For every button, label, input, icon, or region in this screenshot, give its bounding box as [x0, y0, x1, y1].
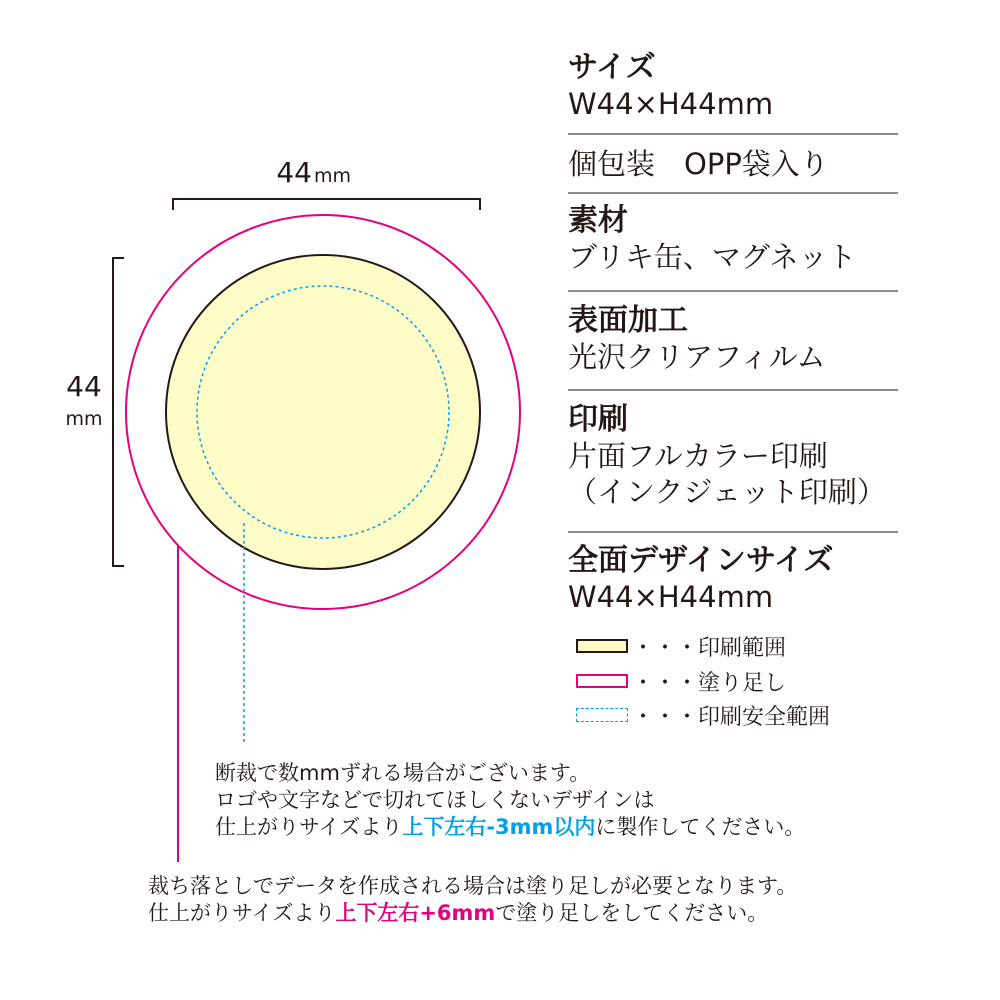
spec-material-value: ブリキ缶、マグネット [568, 240, 857, 274]
legend-bleed [576, 669, 787, 696]
divider [568, 531, 898, 533]
print-area-circle [166, 255, 480, 569]
safe-note-highlight: 上下左右-3mm以内 [402, 815, 596, 839]
spec-design-size-value: W44×H44mm [568, 580, 774, 614]
spec-material-title: 素材 [568, 203, 628, 238]
safe-area-note [215, 760, 805, 841]
height-dimension-line [113, 258, 124, 566]
legend-print-area-label: ・・・印刷範囲 [632, 635, 787, 661]
spec-design-size-title: 全面デザインサイズ [568, 543, 834, 578]
bleed-swatch-icon [576, 674, 628, 688]
bleed-note-highlight: 上下左右+6mm [335, 901, 496, 925]
safe-note-line3-pre: 仕上がりサイズより [215, 815, 403, 839]
spec-size-title: サイズ [568, 50, 656, 85]
legend-bleed-label: ・・・塗り足し [632, 670, 787, 696]
spec-printing [568, 402, 898, 510]
width-dimension-line [173, 199, 480, 210]
divider [568, 133, 898, 135]
spec-printing-value: 片面フルカラー印刷 [568, 439, 828, 473]
legend-safe-area-label: ・・・印刷安全範囲 [632, 704, 831, 730]
height-dimension-unit: mm [65, 408, 103, 430]
spec-finish-title: 表面加工 [568, 303, 688, 338]
safe-note-line3-post: に製作してください。 [595, 815, 806, 839]
divider [568, 192, 898, 194]
divider [568, 389, 898, 391]
bleed-note-line1: 裁ち落としでデータを作成される場合は塗り足しが必要となります。 [148, 874, 798, 898]
safe-note-line3 [215, 814, 805, 841]
divider [568, 290, 898, 292]
width-dimension-value: 44 [276, 156, 312, 189]
spec-finish-value: 光沢クリアフィルム [568, 340, 826, 374]
spec-packaging-title: 個包装 OPP袋入り [568, 147, 829, 181]
legend-safe-area [576, 703, 831, 730]
spec-packaging [568, 146, 898, 182]
height-dimension-value: 44 [66, 370, 102, 403]
spec-size-value: W44×H44mm [568, 87, 774, 121]
safe-area-swatch-icon [576, 708, 628, 722]
spec-printing-value-note: （インクジェット印刷） [568, 475, 886, 509]
width-dimension-unit: mm [314, 165, 352, 187]
spec-size [568, 50, 898, 122]
spec-printing-title: 印刷 [568, 402, 628, 437]
bleed-note-line2 [148, 900, 797, 927]
bleed-note-line2-pre: 仕上がりサイズより [148, 901, 336, 925]
spec-design-size [568, 543, 898, 615]
bleed-note [148, 873, 797, 927]
spec-material [568, 203, 898, 275]
bleed-note-line2-post: で塗り足しをしてください。 [495, 901, 769, 925]
safe-note-line2: ロゴや文字などで切れてほしくないデザインは [215, 788, 655, 812]
legend-print-area [576, 634, 787, 661]
print-area-swatch-icon [576, 639, 628, 653]
safe-note-line1: 断裁で数mmずれる場合がございます。 [215, 761, 591, 785]
spec-finish [568, 303, 898, 375]
